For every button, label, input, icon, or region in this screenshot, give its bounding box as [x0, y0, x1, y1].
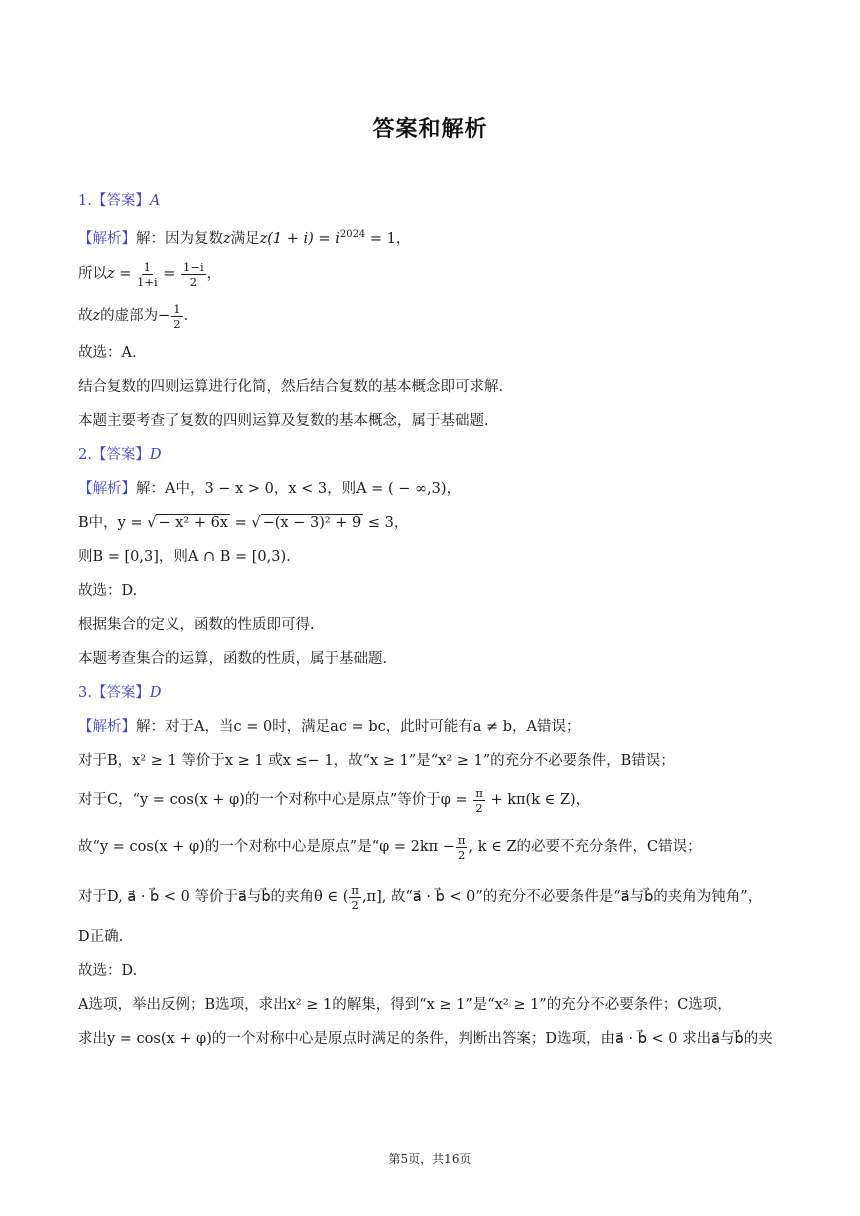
q3-jiexi-label: 【解析】	[78, 719, 136, 735]
q3-fraction: $\frac{\pi}{2}$	[457, 832, 466, 862]
q2-answer-label: 2.【答案】	[78, 447, 150, 463]
q1-fraction: $\frac{1}{1+i}$	[137, 259, 158, 289]
q3-line-8: A选项，举出反例；B选项，求出x² ≥ 1的解集，得到“x ≥ 1”是“x² ≥ 1”的充分不必要条件；C选项，	[78, 997, 732, 1013]
q1-line-1	[78, 220, 788, 254]
q3-fraction: $\frac{\pi}{2}$	[475, 785, 483, 815]
q1-text: ，	[206, 266, 222, 282]
q3-answer-heading	[78, 678, 788, 712]
q3-line-3	[78, 780, 788, 822]
q1-line-4: 故选：A.	[78, 345, 137, 361]
q3-line-2: 对于B，x² ≥ 1 等价于x ≥ 1 或x ≤− 1，故“x ≥ 1”是“x² ≥ 1”的充分不必要条件，B错误；	[78, 753, 675, 769]
q1-text: 的虚部为−	[100, 308, 171, 324]
q3-line-7: 故选：D.	[78, 963, 138, 979]
q1-text: 所以	[78, 266, 107, 282]
q1-var: z	[223, 230, 231, 247]
q2-line-4: 故选：D.	[78, 583, 138, 599]
q1-text: 故	[78, 308, 93, 324]
q1-fraction: $\frac{1-i}{2}$	[183, 259, 204, 289]
q1-exponent: 2024	[339, 229, 366, 240]
q2-text: 解：A中，3 − x > 0，x < 3，则A = ( − ∞,3)，	[136, 481, 462, 497]
q1-formula: z(1 + i) = i	[259, 230, 340, 247]
q3-text: 解：对于A，当c = 0时，满足ac = bc，此时可能有a ≠ b，A错误；	[136, 719, 581, 735]
q2-jiexi-label: 【解析】	[78, 481, 136, 497]
q3-text: 故“y = cos(x + φ)的一个对称中心是原点”是“φ = 2kπ −	[78, 839, 455, 855]
q3-text: , k ∈ Z的必要不充分条件，C错误；	[468, 839, 702, 855]
q1-text: 满足	[230, 230, 260, 247]
q1-var: z	[92, 308, 101, 324]
q3-line-4	[78, 822, 788, 872]
q3-text: 对于C，“y = cos(x + φ)的一个对称中心是原点”等价于φ =	[78, 792, 473, 808]
q1-text: .	[183, 308, 189, 324]
q1-jiexi-label: 【解析】	[78, 230, 136, 247]
q1-answer-heading	[78, 186, 788, 220]
q2-line-6: 本题考查集合的运算，函数的性质，属于基础题.	[78, 651, 388, 667]
q1-line-5: 结合复数的四则运算进行化简，然后结合复数的基本概念即可求解.	[78, 379, 504, 395]
q3-text: + kπ(k ∈ Z)，	[485, 792, 591, 808]
q3-text: ,π], 故“a⃗ · b⃗ < 0”的充分不必要条件是“a⃗与b⃗的夹角为钝角”，	[361, 889, 763, 905]
q3-answer-label: 3.【答案】	[78, 685, 150, 701]
q2-line-3: 则B = [0,3]，则A ∩ B = [0,3).	[78, 549, 291, 565]
q3-line-5	[78, 872, 788, 922]
answer-content	[78, 186, 788, 1058]
q2-line-5: 根据集合的定义，函数的性质即可得.	[78, 617, 315, 633]
q3-line-6: D正确.	[78, 929, 124, 945]
q2-text: ≤ 3，	[363, 515, 409, 531]
q2-line-1	[78, 474, 788, 508]
q3-fraction: $\frac{\pi}{2}$	[351, 882, 359, 912]
sqrt-sign: √	[251, 515, 261, 531]
q1-text: = 1，	[365, 230, 411, 247]
q2-text: =	[230, 515, 252, 531]
q2-answer-value: D	[149, 447, 162, 463]
q3-line-9: 求出y = cos(x + φ)的一个对称中心是原点时满足的条件，判断出答案；D选项，由a⃗ · b⃗ < 0 求出a⃗与b⃗的夹	[78, 1031, 773, 1047]
q1-text: =	[158, 266, 181, 282]
q2-line-2	[78, 508, 788, 542]
page-title: 答案和解析	[372, 117, 488, 142]
q1-text: 解：因为复数	[136, 230, 223, 247]
sqrt-sign: √	[147, 515, 157, 531]
q2-text: B中，y =	[78, 515, 148, 531]
q1-answer-label: 1.【答案】	[78, 193, 150, 209]
page-footer: 第5页，共16页	[388, 1152, 472, 1166]
q3-text: 对于D, a⃗ · b⃗ < 0 等价于a⃗与b⃗的夹角θ ∈ (	[78, 889, 349, 905]
q2-radicand: − x² + 6x	[158, 515, 228, 531]
q1-text: =	[114, 266, 137, 282]
q1-line-3	[78, 296, 788, 338]
q3-answer-value: D	[149, 685, 162, 701]
q1-answer-value: A	[149, 193, 161, 209]
q1-line-6: 本题主要考查了复数的四则运算及复数的基本概念，属于基础题.	[78, 413, 489, 429]
q2-answer-heading	[78, 440, 788, 474]
q1-fraction: $\frac{1}{2}$	[173, 301, 181, 331]
q2-radicand: −(x − 3)² + 9	[262, 515, 362, 531]
q3-line-1	[78, 712, 788, 746]
q1-var: z	[107, 266, 115, 282]
q1-line-2	[78, 254, 788, 296]
